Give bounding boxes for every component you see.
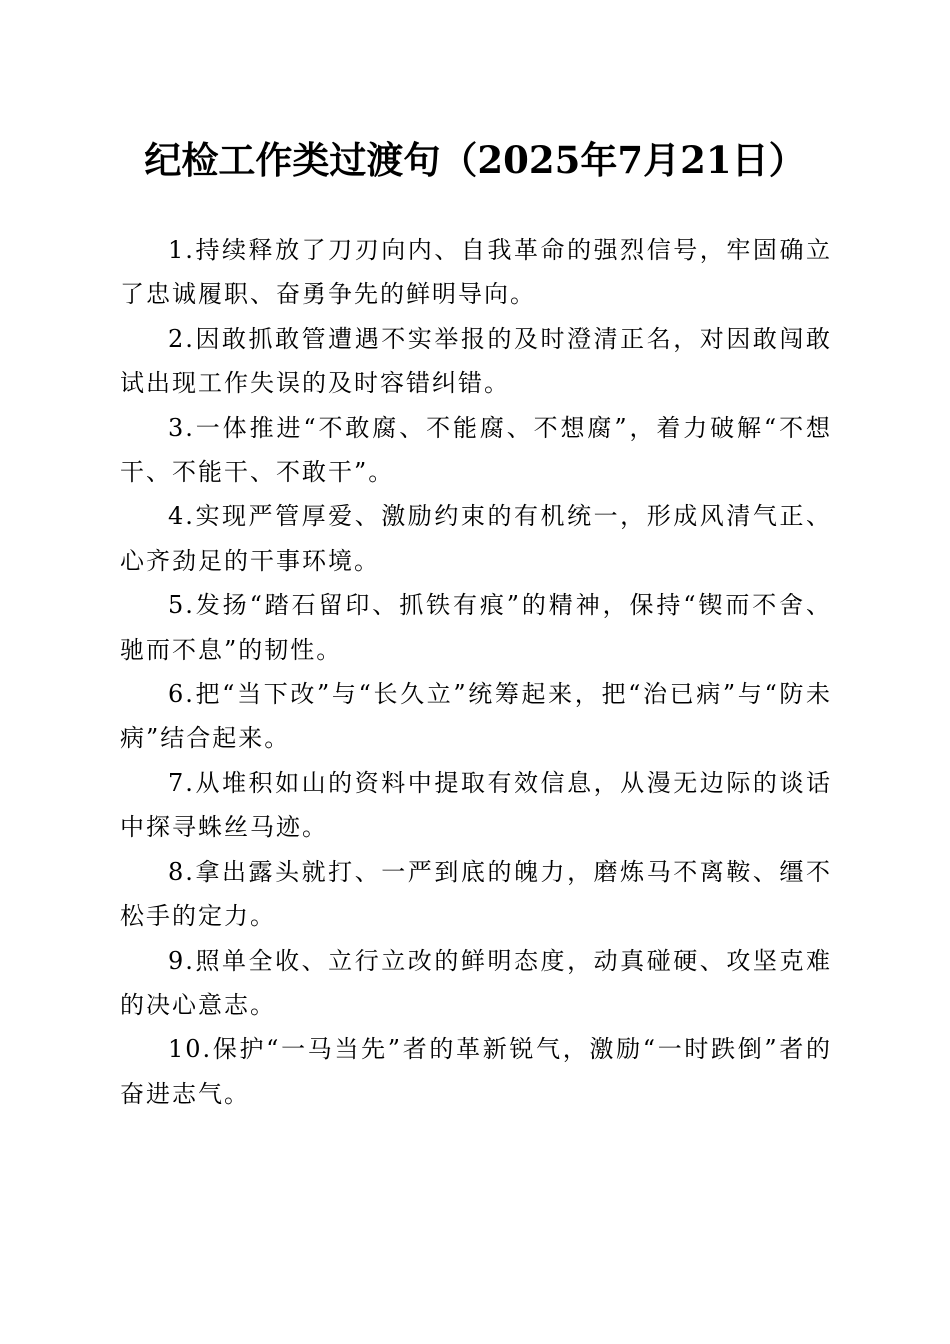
paragraph-1: 1.持续释放了刀刃向内、自我革命的强烈信号，牢固确立了忠诚履职、奋勇争先的鲜明导向。 bbox=[120, 236, 832, 309]
document-body bbox=[120, 228, 832, 1116]
paragraph-3: 3.一体推进“不敢腐、不能腐、不想腐”，着力破解“不想干、不能干、不敢干”。 bbox=[120, 413, 832, 487]
paragraph-2: 2.因敢抓敢管遭遇不实举报的及时澄清正名，对因敢闯敢试出现工作失误的及时容错纠错。 bbox=[120, 324, 832, 398]
paragraph-7: 7.从堆积如山的资料中提取有效信息，从漫无边际的谈话中探寻蛛丝马迹。 bbox=[120, 768, 832, 842]
paragraph-4: 4.实现严管厚爱、激励约束的有机统一，形成风清气正、心齐劲足的干事环境。 bbox=[120, 502, 832, 575]
paragraph-5: 5.发扬“踏石留印、抓铁有痕”的精神，保持“锲而不舍、驰而不息”的韧性。 bbox=[120, 591, 832, 664]
paragraph-9: 9.照单全收、立行立改的鲜明态度，动真碰硬、攻坚克难的决心意志。 bbox=[120, 946, 832, 1019]
document-title: 纪检工作类过渡句（2025年7月21日） bbox=[144, 138, 806, 182]
paragraph-6: 6.把“当下改”与“长久立”统筹起来，把“治已病”与“防未病”结合起来。 bbox=[120, 680, 832, 753]
paragraph-10: 10.保护“一马当先”者的革新锐气，激励“一时跌倒”者的奋进志气。 bbox=[120, 1035, 832, 1108]
paragraph-8: 8.拿出露头就打、一严到底的魄力，磨炼马不离鞍、缰不松手的定力。 bbox=[120, 857, 832, 931]
